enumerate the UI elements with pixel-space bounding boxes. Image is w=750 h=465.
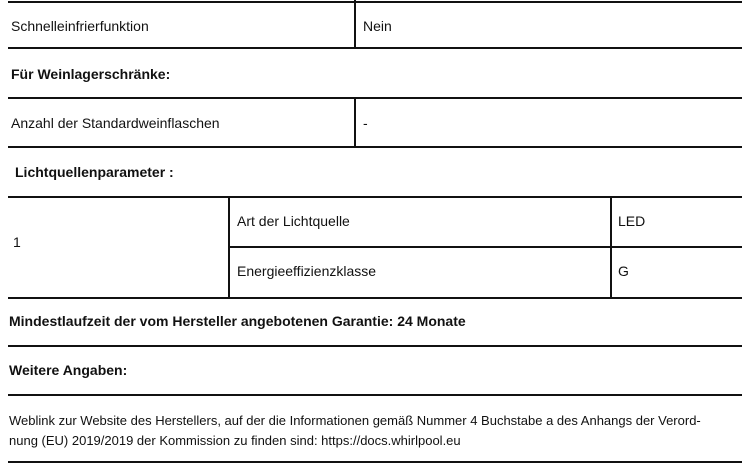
section-divider — [8, 345, 742, 347]
column-divider — [354, 0, 356, 48]
spec-label: Anzahl der Standardweinflaschen — [11, 115, 220, 131]
spec-label: Energieeffizienzklasse — [237, 263, 377, 279]
section-heading-wine: Für Weinlagerschränke: — [11, 66, 171, 82]
bottom-border — [8, 461, 742, 463]
spec-label: Art der Lichtquelle — [237, 213, 350, 229]
light-source-index: 1 — [13, 234, 21, 250]
spec-value: - — [363, 115, 368, 131]
table-bottom-border — [8, 297, 742, 299]
spec-label: Schnelleinfrierfunktion — [11, 18, 149, 34]
spec-value: LED — [618, 213, 646, 229]
section-divider — [8, 394, 742, 396]
row-bottom-border — [8, 47, 742, 49]
spec-value: G — [618, 263, 629, 279]
table-top-border — [8, 196, 742, 198]
weblink-line-2: nung (EU) 2019/2019 der Kommission zu finden sind: https://docs.whirlpool.eu — [9, 433, 461, 448]
row-top-border — [8, 97, 742, 99]
row-top-border — [8, 1, 742, 3]
warranty-statement: Mindestlaufzeit der vom Hersteller angebotenen Garantie: 24 Monate — [9, 313, 466, 329]
weblink-paragraph — [9, 411, 701, 451]
section-heading-further-info: Weitere Angaben: — [9, 362, 128, 378]
section-heading-light-source: Lichtquellenparameter : — [15, 164, 174, 180]
weblink-line-1: Weblink zur Website des Herstellers, auf der die Informationen gemäß Nummer 4 Buchstabe a des Anhangs der Verord- — [9, 413, 701, 428]
column-divider — [354, 97, 356, 147]
row-bottom-border — [8, 146, 742, 148]
row-divider — [228, 246, 742, 248]
spec-value: Nein — [363, 18, 392, 34]
